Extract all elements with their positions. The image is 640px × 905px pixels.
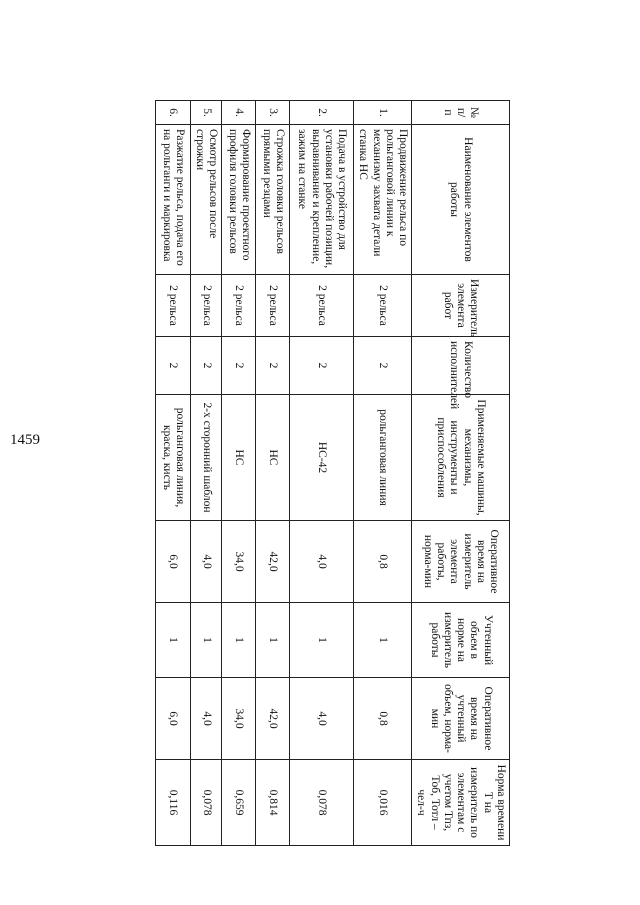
- cell-unit: 2 рельса: [190, 275, 221, 337]
- cell-workers: 2: [354, 337, 412, 395]
- cell-work-name: Осмотр рельсов после строжки: [190, 125, 221, 275]
- cell-volume: 1: [222, 603, 256, 678]
- header-op-time-volume: Оперативное время на учтенный объем, норма-мин: [412, 678, 510, 760]
- cell-index: 3.: [256, 101, 290, 125]
- table-row: [354, 101, 412, 846]
- cell-index: 4.: [222, 101, 256, 125]
- cell-volume: 1: [354, 603, 412, 678]
- norms-table-container: [160, 100, 510, 845]
- cell-work-name: Продвижение рельса по рольганговой линии к механизму захвата детали станка НС: [354, 125, 412, 275]
- table-row: [222, 101, 256, 846]
- cell-work-name: Строжка головки рельсов прямыми резцами: [256, 125, 290, 275]
- cell-unit: 2 рельса: [155, 275, 190, 337]
- cell-unit: 2 рельса: [354, 275, 412, 337]
- cell-work-name: Подача в устройство для установки рабочей позиции, выравнивание и крепление, зажим на станке: [290, 125, 354, 275]
- page-number: 1459: [10, 432, 40, 448]
- cell-workers: 2: [190, 337, 221, 395]
- header-index: № п/п: [412, 101, 510, 125]
- header-op-time-unit: Оперативное время на измеритель элемента работы, норма-мин: [412, 521, 510, 603]
- cell-index: 1.: [354, 101, 412, 125]
- table-row: [256, 101, 290, 846]
- table-row: [155, 101, 190, 846]
- cell-op-time-unit: 4,0: [290, 521, 354, 603]
- cell-equipment: рольганговая линия, краска, кисть: [155, 395, 190, 521]
- cell-equipment: рольганговая линия: [354, 395, 412, 521]
- table-row: [290, 101, 354, 846]
- header-equipment: Применяемые машины, механизмы, инструменты и приспособления: [412, 395, 510, 521]
- cell-time-norm: 0,016: [354, 760, 412, 846]
- cell-workers: 2: [222, 337, 256, 395]
- cell-equipment: НС: [222, 395, 256, 521]
- cell-op-time-unit: 0,8: [354, 521, 412, 603]
- cell-work-name: Разжатие рельса, подача его на рольганги и маркировка: [155, 125, 190, 275]
- header-workers: Количество исполнителей: [412, 337, 510, 395]
- cell-op-time-volume: 42,0: [256, 678, 290, 760]
- cell-volume: 1: [190, 603, 221, 678]
- header-work-name: Наименование элементов работы: [412, 125, 510, 275]
- cell-equipment: НС-42: [290, 395, 354, 521]
- header-time-norm: Норма времени Т на измеритель по элементам с учетом Тпз, Тоб, Тотл – чел-ч: [412, 760, 510, 846]
- cell-equipment: НС: [256, 395, 290, 521]
- header-volume: Учтенный объем в норме на измеритель работы: [412, 603, 510, 678]
- cell-unit: 2 рельса: [222, 275, 256, 337]
- cell-op-time-unit: 34,0: [222, 521, 256, 603]
- cell-volume: 1: [155, 603, 190, 678]
- cell-unit: 2 рельса: [290, 275, 354, 337]
- cell-time-norm: 0,078: [190, 760, 221, 846]
- cell-op-time-unit: 42,0: [256, 521, 290, 603]
- cell-time-norm: 0,659: [222, 760, 256, 846]
- cell-op-time-volume: 34,0: [222, 678, 256, 760]
- cell-volume: 1: [290, 603, 354, 678]
- cell-op-time-unit: 4,0: [190, 521, 221, 603]
- cell-index: 2.: [290, 101, 354, 125]
- cell-op-time-volume: 4,0: [290, 678, 354, 760]
- cell-workers: 2: [256, 337, 290, 395]
- cell-workers: 2: [290, 337, 354, 395]
- cell-time-norm: 0,116: [155, 760, 190, 846]
- table-header-row: [412, 101, 510, 846]
- table-row: [190, 101, 221, 846]
- cell-index: 6.: [155, 101, 190, 125]
- cell-index: 5.: [190, 101, 221, 125]
- cell-op-time-unit: 6,0: [155, 521, 190, 603]
- norms-table: [155, 100, 510, 846]
- cell-unit: 2 рельса: [256, 275, 290, 337]
- header-unit: Измеритель элемента работ: [412, 275, 510, 337]
- cell-volume: 1: [256, 603, 290, 678]
- cell-time-norm: 0,814: [256, 760, 290, 846]
- cell-op-time-volume: 4,0: [190, 678, 221, 760]
- cell-work-name: Формирование проектного профиля головки рельсов: [222, 125, 256, 275]
- cell-workers: 2: [155, 337, 190, 395]
- cell-time-norm: 0,078: [290, 760, 354, 846]
- cell-op-time-volume: 0,8: [354, 678, 412, 760]
- cell-op-time-volume: 6,0: [155, 678, 190, 760]
- cell-equipment: 2-х сторонний шаблон: [190, 395, 221, 521]
